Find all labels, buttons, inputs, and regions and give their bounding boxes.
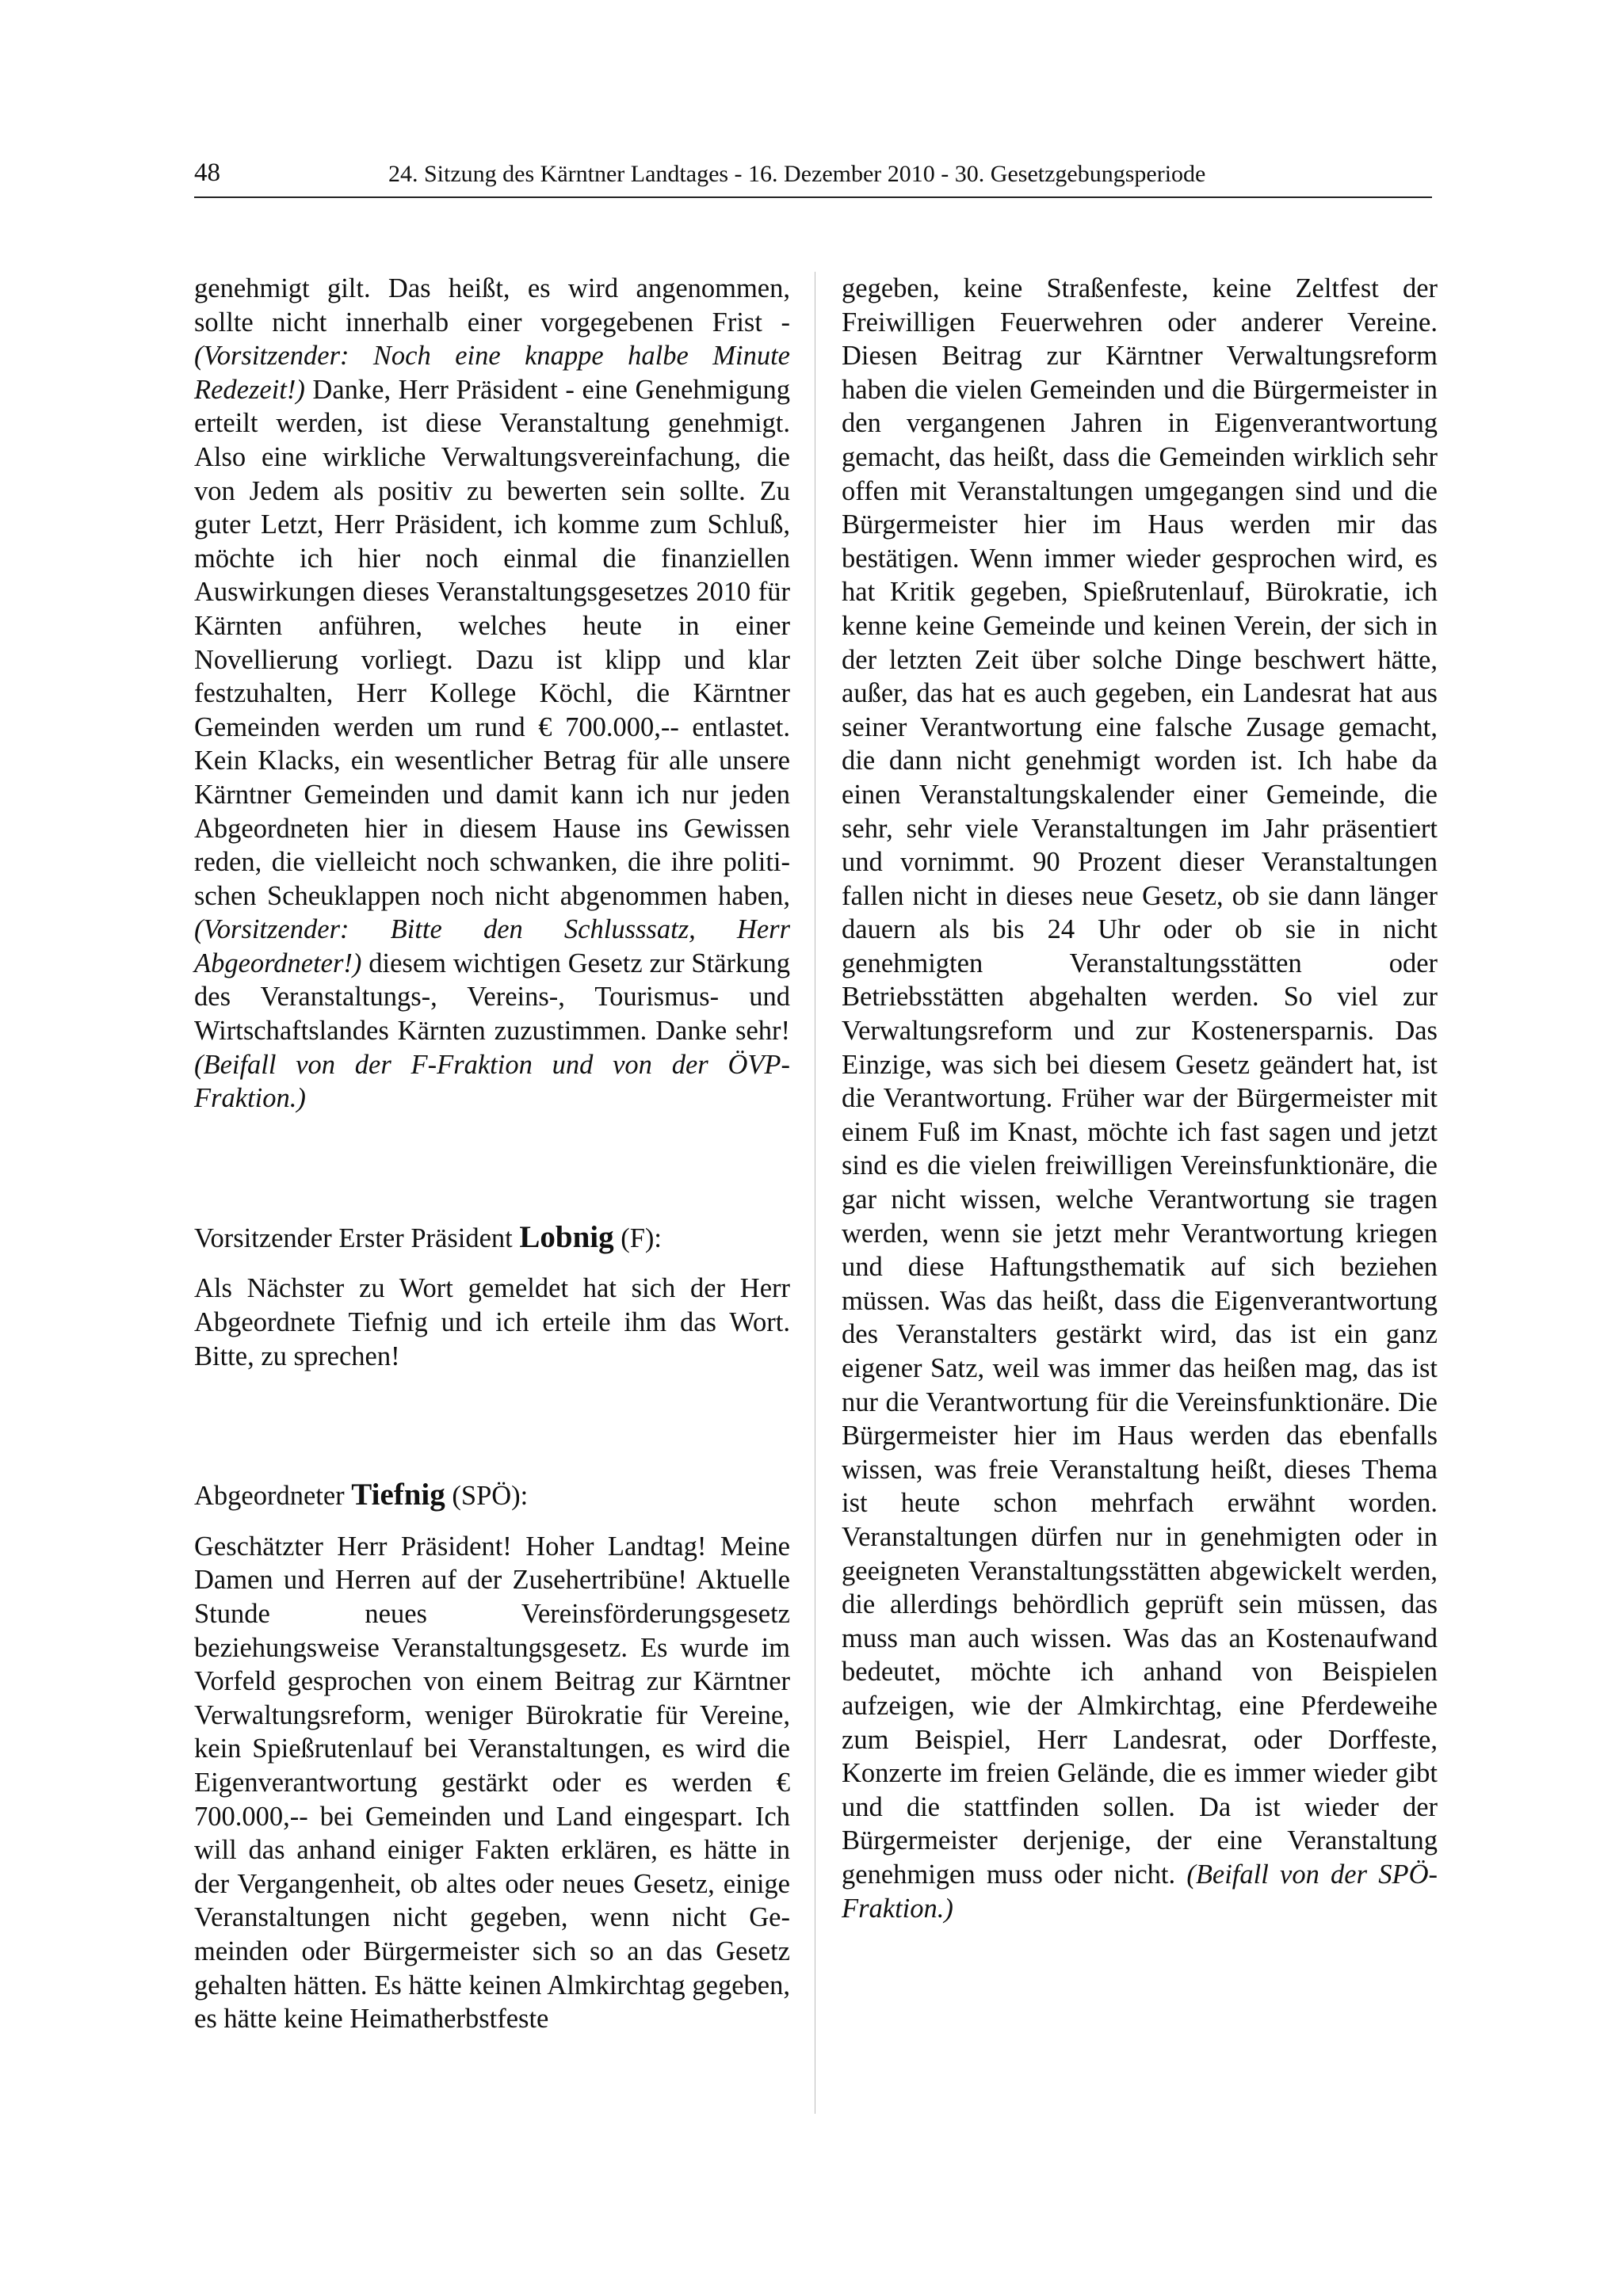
page-header [194, 157, 1432, 198]
left-column [194, 272, 790, 2036]
speaker-name: Lobnig [519, 1219, 614, 1254]
applause-note: (Beifall von der SPÖ-Fraktion.) [842, 1859, 1438, 1924]
speech-text: Danke, Herr Präsident - eine Genehmigung erteilt werden, ist diese Veranstaltung genehmigt. Also eine wirkliche Verwaltungsvereinfachung, die von Jedem als positiv zu bewerten sein sollte. Zu guter Letzt, Herr Präsident, ich komme zum Schluß, möchte ich hier noch einmal die finanziellen Auswirkungen dieses Veranstaltungsgesetzes 2010 für Kärnten anführen, welches heute in einer Novellierung vorliegt. Dazu ist klipp und klar festzuhalten, Herr Kollege Köchl, die Kärntner Gemeinden werden um rund € 700.000,-- entlastet. Kein Klacks, ein wesentlicher Betrag für alle unsere Kärntner Gemeinden und damit kann ich nur jeden Abgeordneten hier in diesem Hause ins Gewissen reden, die vielleicht noch schwanken, die ihre politischen Scheuklappen noch nicht abgenommen haben, [194, 374, 790, 911]
speech-text: genehmigt gilt. Das heißt, es wird angenommen, sollte nicht innerhalb einer vorgegebenen Frist - [194, 273, 790, 338]
speech-paragraph [842, 272, 1438, 1925]
speaker-role: Abgeordneter [194, 1481, 352, 1512]
speaker-heading-lobnig [194, 1221, 790, 1256]
speaker-name: Tiefnig [351, 1478, 445, 1512]
applause-note: (Beifall von der F-Fraktion und von der ÖVP-Fraktion.) [194, 1049, 790, 1114]
interjection: (Vorsitzender: Bitte den Schlusssatz, Herr Abgeordneter!) [194, 914, 790, 978]
speaker-party: (F): [613, 1222, 662, 1253]
speech-text: diesem wichtigen Gesetz zur Stärkung des Veranstaltungs-, Vereins-, Tourismus- und Wirtschaftslandes Kärnten zuzustimmen. Danke sehr! [194, 948, 790, 1047]
speech-paragraph: Geschätzter Herr Präsident! Hoher Landtag! Meine Damen und Herren auf der Zusehertribüne! Aktuelle Stunde neues Vereinsförderungsgesetz beziehungsweise Veranstaltungsgesetz. Es wurde im Vorfeld gesprochen von einem Beitrag zur Kärntner Verwaltungsreform, weniger Bürokratie für Vereine, kein Spießrutenlauf bei Veranstaltungen, es wird die Eigenverantwortung gestärkt oder es werden € 700.000,-- bei Gemeinden und Land eingespart. Ich will das anhand einiger Fakten erklären, es hätte in der Vergangenheit, ob altes oder neues Gesetz, einige Veranstaltungen nicht gegeben, wenn nicht Gemeinden oder Bürgermeister sich so an das Gesetz gehalten hätten. Es hätte keinen Almkirchtag gegeben, es hätte keine Heimatherbstfeste [194, 1531, 790, 2035]
speaker-role: Vorsitzender Erster Präsident [194, 1222, 520, 1253]
interjection: (Vorsitzender: Noch eine knappe halbe Minute Redezeit!) [194, 341, 790, 405]
running-title: 24. Sitzung des Kärntner Landtages - 16. Dezember 2010 - 30. Gesetzgebungsperiode [388, 161, 1206, 187]
speaker-party: (SPÖ): [445, 1481, 529, 1512]
speaker-heading-tiefnig [194, 1478, 790, 1513]
speech-paragraph [194, 272, 790, 1116]
speech-text: gegeben, keine Straßenfeste, keine Zeltfest der Freiwilligen Feuerwehren oder anderer Vereine. Diesen Beitrag zur Kärntner Verwaltungsreform haben die vielen Gemeinden und die Bürgermeister in den vergangenen Jahren in Eigenverantwortung gemacht, das heißt, dass die Gemeinden wirklich sehr offen mit Veranstaltungen umgegangen sind und die Bürgermeister hier im Haus werden mir das bestätigen. Wenn immer wieder gesprochen wird, es hat Kritik gegeben, Spießrutenlauf, Bürokratie, ich kenne keine Gemeinde und keinen Verein, der sich in der letzten Zeit über solche Dinge beschwert hätte, außer, das hat es auch gegeben, ein Landesrat hat aus seiner Verantwortung eine falsche Zusage gemacht, die dann nicht genehmigt worden ist. Ich habe da einen Veranstaltungskalender einer Gemeinde, die sehr, sehr viele Veranstaltungen im Jahr präsentiert und vornimmt. 90 Prozent dieser Veranstaltungen fallen nicht in dieses neue Gesetz, ob sie dann länger dauern als bis 24 Uhr oder ob sie in nicht genehmigten Veranstaltungsstätten oder Betriebsstätten abgehalten werden. So viel zur Verwaltungsreform und zur Kostenersparnis. Das Einzige, was sich bei diesem Gesetz geändert hat, ist die Verantwortung. Früher war der Bürgermeister mit einem Fuß im Knast, möchte ich fast sagen und jetzt sind es die vielen freiwilligen Vereinsfunktionäre, die gar nicht wissen, welche Verantwortung sie tragen werden, wenn sie jetzt mehr Verantwortung kriegen und diese Haftungsthematik auf sich beziehen müssen. Was das heißt, dass die Eigenverantwortung des Veranstalters gestärkt wird, das ist ein ganz eigener Satz, weil was immer das heißen mag, das ist nur die Verantwortung für die Vereinsfunktionäre. Die Bürgermeister hier im Haus werden das ebenfalls wissen, was freie Veranstaltung heißt, dieses Thema ist heute schon mehrfach erwähnt worden. Veranstaltungen dürfen nur in genehmigten oder in geeigneten Veranstaltungsstätten abgewickelt werden, die allerdings behördlich geprüft sein müssen, das muss man auch wissen. Was das an Kostenaufwand bedeutet, möchte ich anhand von Beispielen aufzeigen, wie der Almkirchtag, eine Pferdeweihe zum Beispiel, Herr Landesrat, oder Dorffeste, Konzerte im freien Gelände, die es immer wieder gibt und die stattfinden sollen. Da ist wieder der Bürgermeister derjenige, der eine Veranstaltung genehmigen muss oder nicht. [842, 273, 1438, 1890]
right-column [842, 272, 1438, 1925]
page-number: 48 [194, 158, 220, 187]
speech-paragraph: Als Nächster zu Wort gemeldet hat sich der Herr Abgeordnete Tiefnig und ich erteile ihm das Wort. Bitte, zu sprechen! [194, 1273, 790, 1371]
